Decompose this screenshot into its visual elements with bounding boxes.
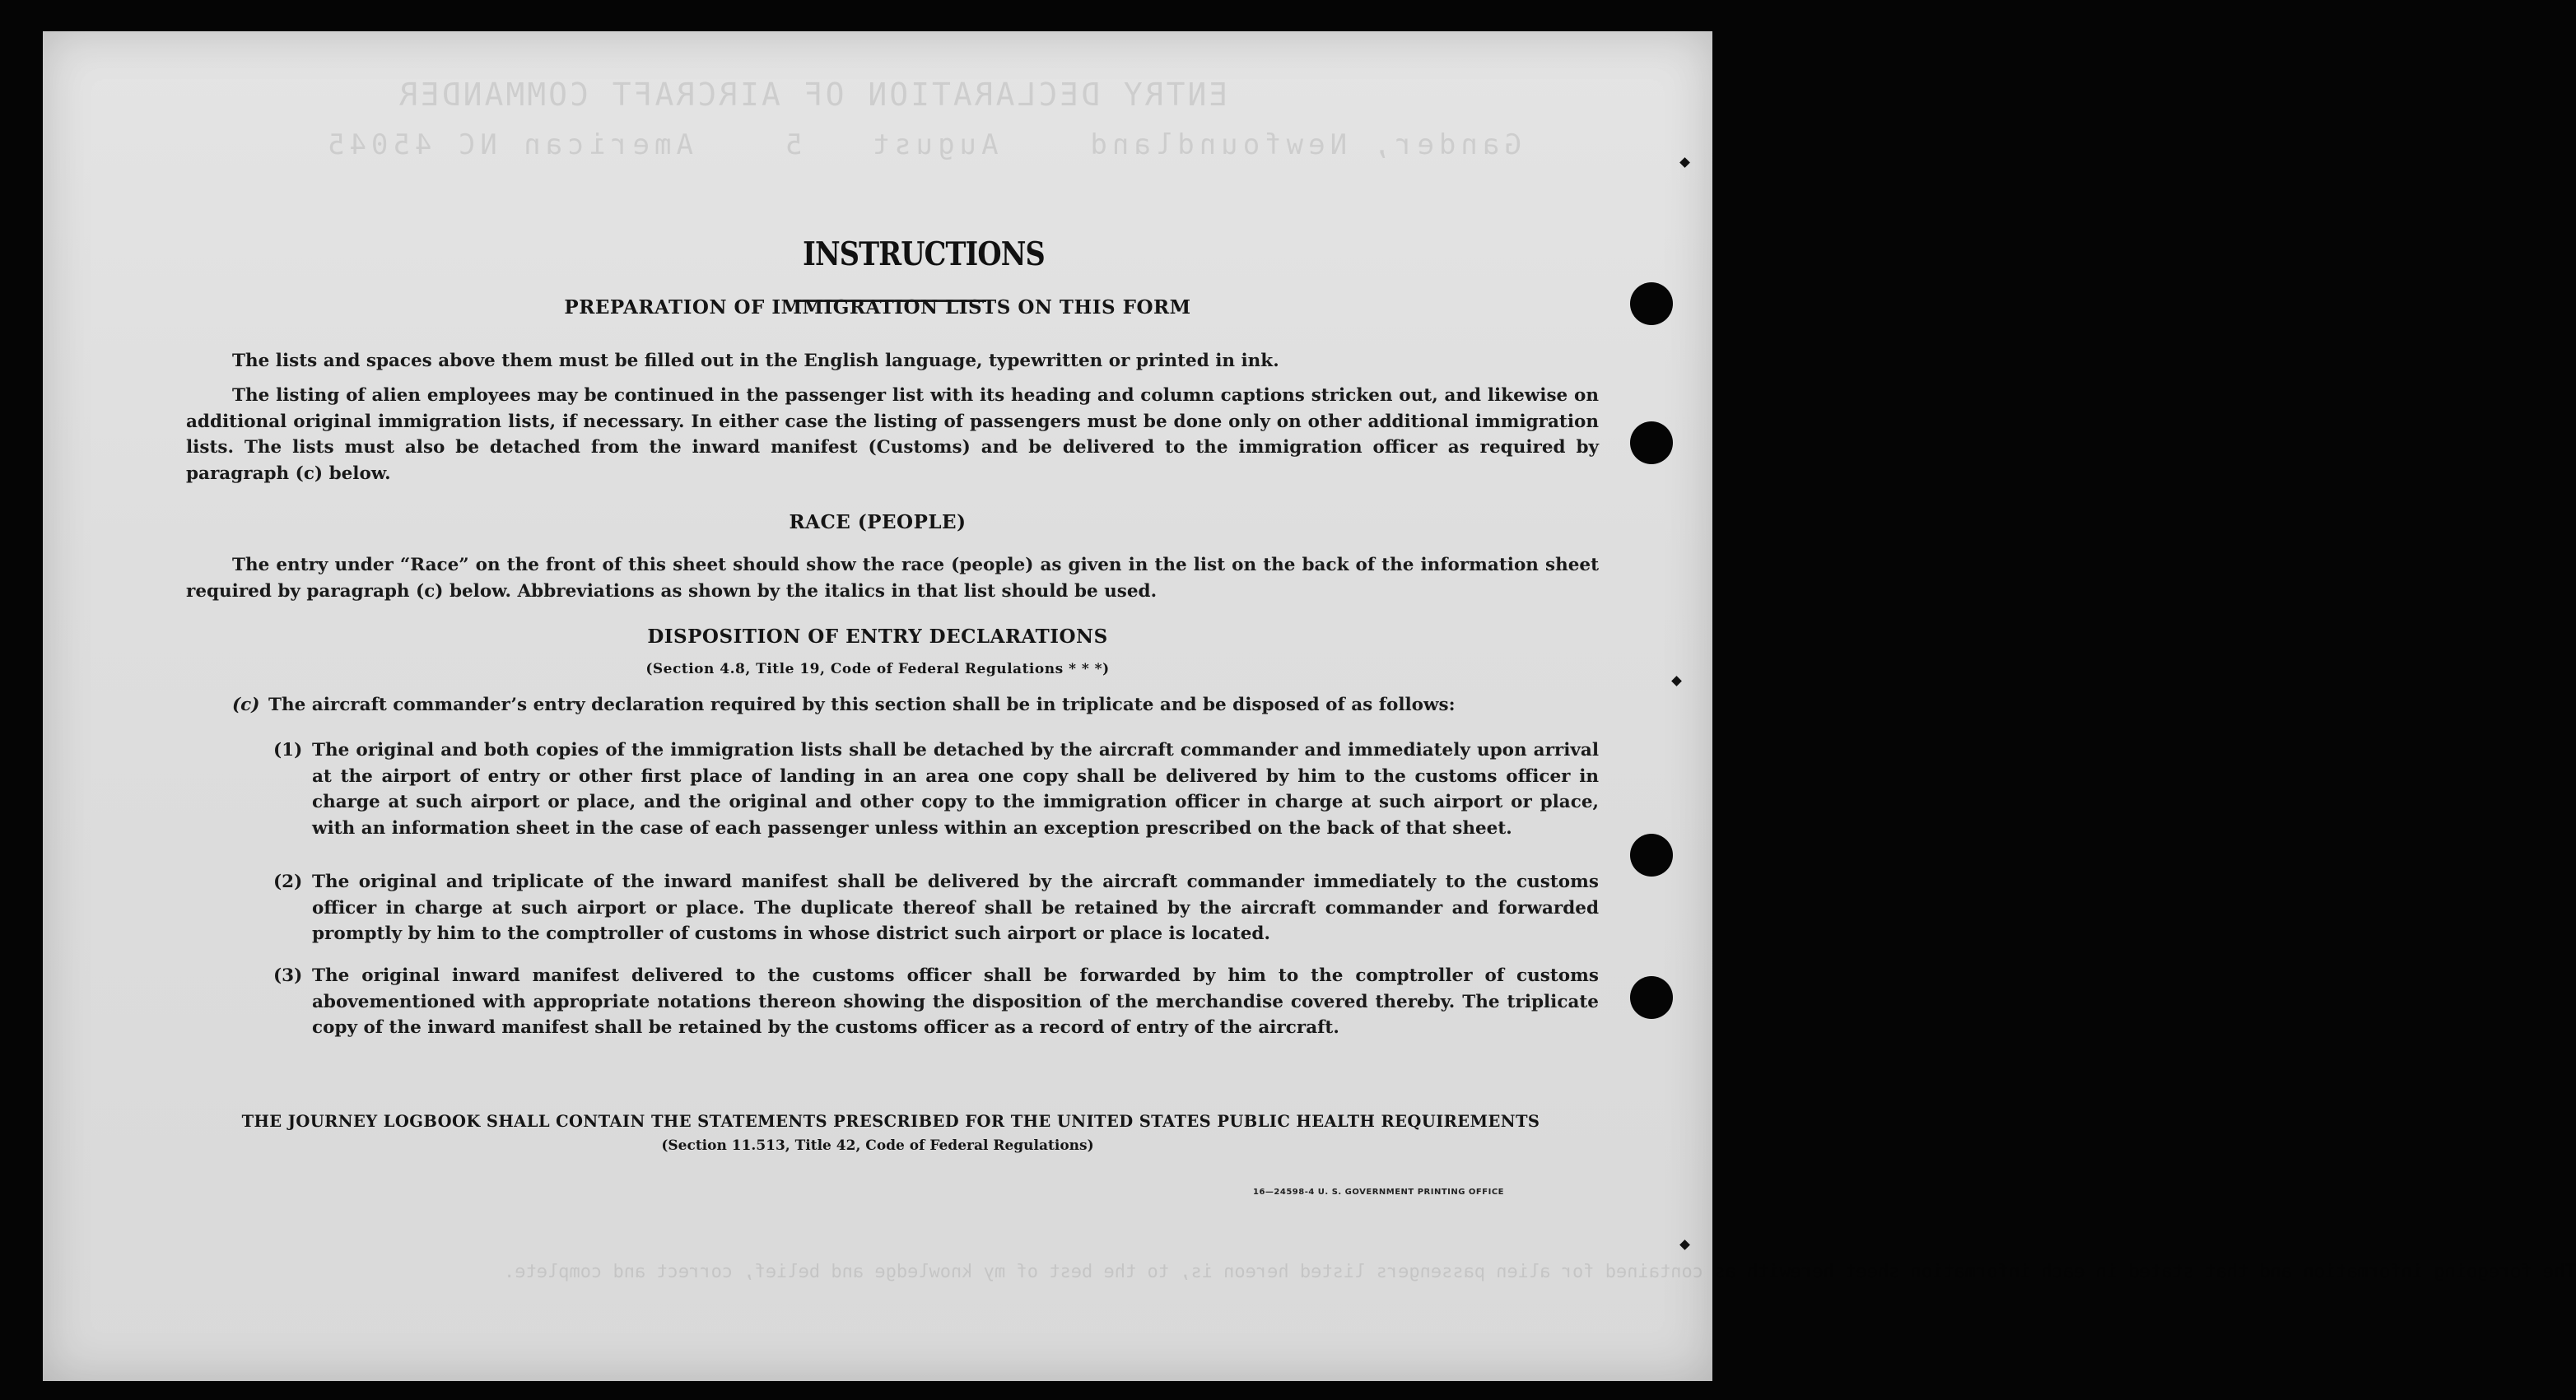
bleed-through-text: The foregoing information and that stated in each information sheet herewith as contained for alien passengers listed hereon is, to the best of my knowledge and belief, correct and complete.	[504, 1262, 2576, 1282]
preparation-paragraph-2: The listing of alien employees may be continued in the passenger list with its heading and column captions stricken out, and likewise on additional original immigration lists, if necessary. In either case the listing of passengers must be done only on other additional immigration lists. The lists must also be detached from the inward manifest (Customs) and be delivered to the immigration officer as required by paragraph (c) below.	[186, 385, 1599, 484]
disposition-heading: DISPOSITION OF ENTRY DECLARATIONS	[647, 626, 1108, 648]
item-text: The original and both copies of the immigration lists shall be detached by the aircraft commander and immediately upon arrival at the airport of entry or other first place of landing in an area one copy shall be delivered by him to the customs officer in charge at such airport or place, and the original and other copy to the immigration officer in charge at such airport or place, with an information sheet in the case of each passenger unless within an exception prescribed on the back of that sheet.	[312, 740, 1599, 839]
intro-label: (c)	[232, 695, 260, 715]
disposition-item	[273, 963, 1599, 1041]
disposition-item	[273, 869, 1599, 947]
edge-mark	[1671, 676, 1682, 686]
punch-hole	[1630, 976, 1673, 1019]
item-text: The original and triplicate of the inward manifest shall be delivered by the aircraft commander immediately to the customs officer in charge at such airport or place. The duplicate thereof shall be retained by the aircraft commander and forwarded promptly by him to the comptroller of customs in whose district such airport or place is located.	[312, 872, 1599, 944]
preparation-heading: PREPARATION OF IMMIGRATION LISTS ON THIS FORM	[564, 296, 1191, 319]
document-sheet	[43, 31, 2576, 1381]
item-number: (2)	[273, 872, 303, 892]
footer-citation: (Section 11.513, Title 42, Code of Federal Regulations)	[661, 1137, 1094, 1154]
bleed-through-text: ENTRY DECLARATION OF AIRCRAFT COMMANDER	[397, 77, 1228, 113]
punch-hole	[1630, 282, 1673, 325]
bleed-through-text: Gander, Newfoundland August 5 American NC 45045	[323, 128, 1521, 161]
punch-hole	[1630, 834, 1673, 877]
disposition-citation: (Section 4.8, Title 19, Code of Federal Regulations * * *)	[645, 661, 1110, 677]
disposition-item	[273, 737, 1599, 841]
race-paragraph: The entry under “Race” on the front of this sheet should show the race (people) as given in the list on the back of the information sheet required by paragraph (c) below. Abbreviations as shown by the italics in that list should be used.	[186, 555, 1599, 602]
edge-mark	[1679, 157, 1690, 168]
edge-mark	[1679, 1240, 1690, 1250]
print-code: 16—24598-4 U. S. GOVERNMENT PRINTING OFFICE	[1253, 1188, 1504, 1197]
disposition-intro	[232, 692, 1599, 719]
item-text: The original inward manifest delivered to the customs officer shall be forwarded by him to the comptroller of customs abovementioned with appropriate notations thereon showing the disposition of the merchandise covered thereby. The triplicate copy of the inward manifest shall be retained by the customs officer as a record of entry of the aircraft.	[312, 965, 1599, 1038]
item-number: (3)	[273, 965, 303, 986]
preparation-paragraph-1: The lists and spaces above them must be filled out in the English language, typewritten or printed in ink.	[232, 351, 1279, 371]
instructions-title: INSTRUCTIONS	[803, 235, 1045, 273]
punch-hole	[1630, 421, 1673, 464]
race-heading: RACE (PEOPLE)	[789, 511, 967, 533]
item-number: (1)	[273, 740, 303, 760]
footer-statement: THE JOURNEY LOGBOOK SHALL CONTAIN THE STATEMENTS PRESCRIBED FOR THE UNITED STATES PUBLIC HEALTH REQUIREMENTS	[241, 1112, 1540, 1131]
intro-text: The aircraft commander’s entry declaration required by this section shall be in triplicate and be disposed of as follows:	[268, 695, 1456, 715]
